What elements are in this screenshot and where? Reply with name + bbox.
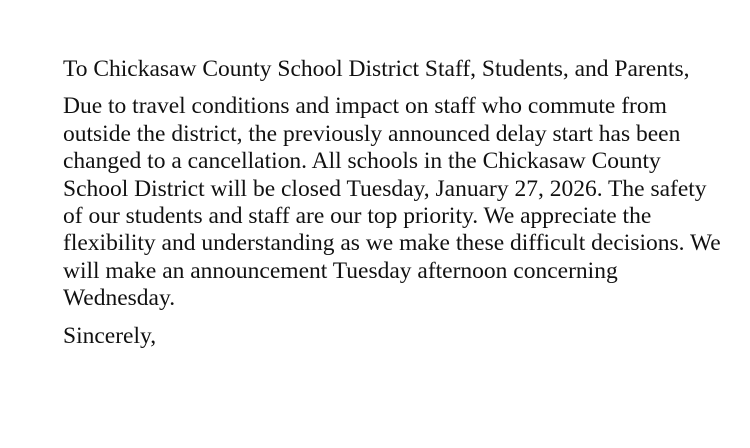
letter-body: Due to travel conditions and impact on staff who commute from outside the district, the previously announced delay start has been changed to a cancellation. All schools in the Chickasaw County School District will be closed Tuesday, January 27, 2026. The safety of our students and staff are our top priority. We appreciate the flexibility and understanding as we make these difficult decisions. We will make an announcement Tuesday afternoon concerning Wednesday. xyxy=(63,93,721,312)
closing: Sincerely, xyxy=(63,322,157,349)
salutation: To Chickasaw County School District Staff, Students, and Parents, xyxy=(63,56,690,82)
letter xyxy=(63,56,723,350)
